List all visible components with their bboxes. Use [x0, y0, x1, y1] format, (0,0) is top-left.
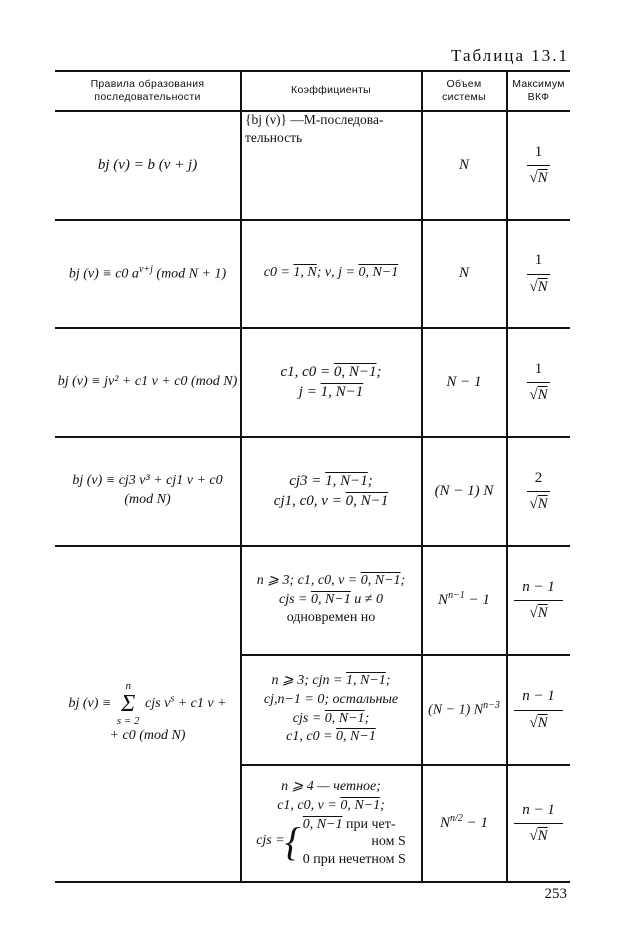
sub2-max: [507, 655, 570, 764]
sub2-coef: [241, 655, 421, 764]
formula-overline: 0, N−1: [345, 493, 389, 509]
formula: (mod N): [124, 492, 171, 507]
row4-max: [507, 437, 570, 545]
table-caption: Таблица 13.1: [451, 46, 569, 65]
formula: [277, 797, 385, 816]
formula-part: ;: [380, 797, 385, 813]
volume-value: (N − 1) N: [434, 482, 494, 499]
formula-part: − 1: [462, 815, 488, 832]
formula-part: bj (ν) ≡: [68, 696, 112, 712]
formula: [257, 572, 405, 591]
formula-part: cj3 =: [289, 472, 326, 489]
brace-glyph: {: [284, 818, 301, 864]
volume-value: N: [458, 156, 469, 173]
volume-value: [428, 699, 500, 721]
formula-part: c0 =: [263, 265, 294, 281]
numerator: n − 1: [514, 800, 563, 824]
row2-rule: [55, 220, 240, 327]
formula-part: ;: [400, 572, 406, 588]
formula-sup: s: [170, 693, 175, 705]
formula-part: cjs ν: [145, 696, 171, 712]
formula-part: − 1: [464, 592, 490, 609]
volume-value: N − 1: [446, 373, 482, 390]
sub3-volume: [422, 765, 506, 881]
row2-coef: [241, 220, 421, 327]
formula-overline: 0, N−1: [333, 363, 377, 380]
header-text: Коэффициенты: [291, 84, 371, 97]
row3-rule: [55, 328, 240, 436]
sigma-glyph: Σ: [121, 691, 136, 718]
fraction: [527, 468, 551, 515]
formula-overline: 0, N−1: [302, 816, 343, 832]
sub3-coef: [241, 765, 421, 881]
formula-part: j =: [298, 384, 321, 400]
case-formula: [256, 816, 406, 869]
numerator: 1: [527, 359, 551, 383]
numerator: 2: [527, 468, 551, 492]
formula-part: (N − 1) N: [428, 702, 484, 718]
row2-max: [507, 220, 570, 327]
sub1-coef: [241, 546, 421, 654]
formula-part: N: [440, 815, 451, 832]
formula-overline: 1, N−1: [325, 472, 368, 489]
formula-sup: n−1: [448, 590, 465, 602]
fraction: [527, 359, 551, 406]
sub2-volume: [422, 655, 506, 764]
coef-text: тельность: [245, 130, 303, 146]
formula: bj (ν) ≡ jν² + c1 ν + c0 (mod N): [57, 373, 238, 389]
formula-part: (mod N + 1): [152, 266, 227, 282]
numerator: 1: [527, 250, 551, 274]
coef-text: одновремен но: [286, 610, 376, 626]
header-volume-col: [422, 72, 506, 110]
radicand: N: [537, 278, 548, 295]
formula: [293, 710, 369, 729]
denominator: √N: [529, 387, 548, 403]
sum-symbol: [117, 681, 140, 727]
sub1-max: [507, 546, 570, 654]
formula-part: ;: [364, 710, 370, 726]
fraction: [514, 577, 563, 624]
formula-part: при чет-: [342, 816, 396, 832]
case-2: 0 при нечетном S: [302, 851, 406, 867]
formula: [280, 362, 381, 382]
formula-part: ;: [367, 472, 373, 489]
cases: [303, 816, 406, 869]
formula-overline: 0, N−1: [360, 572, 401, 588]
formula-sup: n/2: [450, 813, 463, 825]
formula: bj (ν) ≡ cj3 ν³ + cj1 ν + c0: [72, 473, 223, 489]
radicand: N: [537, 170, 548, 186]
row1-rule: [55, 111, 240, 219]
formula: [272, 672, 391, 691]
table-bottom-rule: [55, 881, 570, 883]
formula-overline: 0, N−1: [340, 797, 381, 813]
formula: [274, 491, 388, 511]
header-text: Максимум: [512, 77, 565, 90]
volume-value: [438, 589, 490, 610]
formula-overline: 1, N−1: [345, 672, 386, 688]
denominator: √N: [529, 170, 548, 186]
sum-upper: n: [125, 680, 131, 693]
denominator: √N: [529, 496, 548, 512]
fraction: [514, 800, 563, 847]
denominator: √N: [529, 605, 548, 621]
fraction: [527, 142, 551, 189]
row4-coef: [241, 437, 421, 545]
case-1-cont: ном S: [371, 834, 406, 850]
row1-coef: [245, 111, 421, 219]
formula: [68, 681, 226, 727]
formula-part: cjs =: [292, 710, 325, 726]
row1-volume: [422, 111, 506, 219]
group-rule: [55, 546, 240, 881]
header-text: последовательности: [94, 91, 201, 103]
denominator: √N: [529, 714, 548, 731]
header-rule-col: [55, 72, 240, 110]
formula-sup: ν+j: [138, 263, 153, 275]
formula-overline: 0, N−1: [324, 710, 365, 726]
radicand: N: [537, 387, 548, 403]
formula-overline: 1, N: [293, 265, 317, 281]
numerator: 1: [527, 142, 551, 166]
radicand: N: [537, 828, 548, 844]
formula: [264, 264, 399, 283]
formula-part: cjs =: [256, 833, 285, 849]
formula-part: ; ν, j =: [316, 265, 359, 281]
formula-part: cj1, c0, ν =: [273, 493, 346, 509]
sub1-volume: [422, 546, 506, 654]
formula-overline: 0, N−1: [358, 265, 399, 281]
row1-max: [507, 111, 570, 219]
formula-part: N: [438, 592, 449, 609]
formula-part: n ⩾ 3; cjn =: [271, 672, 346, 688]
formula: n ⩾ 4 — четное;: [281, 778, 381, 794]
formula: [286, 728, 376, 747]
radicand: N: [537, 605, 548, 621]
fraction: [527, 250, 551, 297]
formula: + c0 (mod N): [109, 728, 186, 744]
header-text: системы: [442, 91, 486, 103]
formula: [299, 382, 363, 402]
case-1: [303, 816, 406, 834]
formula: [69, 263, 226, 285]
formula-overline: 0, N−1: [336, 729, 376, 745]
row2-volume: [422, 220, 506, 327]
numerator: n − 1: [514, 577, 563, 601]
header-max-col: [507, 72, 570, 110]
sub3-max: [507, 765, 570, 881]
denominator: √N: [529, 278, 548, 295]
formula-part: ;: [376, 363, 382, 380]
header-text: ВКФ: [527, 91, 550, 103]
page-number: 253: [544, 886, 567, 902]
row4-rule: [55, 437, 240, 545]
formula-part: + c1 ν +: [174, 696, 227, 712]
denominator: √N: [529, 828, 548, 844]
formula: [289, 471, 373, 491]
formula-part: c1, c0, ν =: [277, 797, 341, 813]
volume-value: N: [458, 265, 469, 282]
row3-max: [507, 328, 570, 436]
formula-part: bj (ν) ≡ c0 a: [68, 266, 139, 282]
formula: [279, 591, 383, 610]
fraction: [514, 686, 563, 733]
header-text: Объем: [446, 77, 482, 90]
formula-part: c1, c0 =: [286, 729, 337, 745]
formula-part: c1, c0 =: [280, 363, 334, 380]
formula: cj,n−1 = 0; остальные: [263, 691, 399, 707]
radicand: N: [537, 496, 548, 512]
formula-part: и ≠ 0: [350, 591, 383, 607]
formula: bj (ν) = b (ν + j): [97, 156, 198, 173]
row4-volume: [422, 437, 506, 545]
row3-coef: [241, 328, 421, 436]
formula-overline: 0, N−1: [311, 591, 351, 607]
coef-text: {bj (ν)} —M-последова-: [245, 112, 384, 127]
radicand: N: [537, 714, 548, 731]
header-text: Правила образования: [90, 77, 205, 90]
formula-part: cjs =: [279, 591, 311, 607]
formula-part: n ⩾ 3; c1, c0, ν =: [256, 572, 361, 588]
formula-overline: 1, N−1: [320, 384, 364, 400]
header-coef-col: [241, 72, 421, 110]
sum-lower: s = 2: [116, 715, 140, 728]
formula-part: ;: [385, 672, 391, 688]
formula-sup: n−3: [483, 699, 500, 711]
row3-volume: [422, 328, 506, 436]
numerator: n − 1: [514, 686, 563, 710]
volume-value: [440, 812, 488, 833]
